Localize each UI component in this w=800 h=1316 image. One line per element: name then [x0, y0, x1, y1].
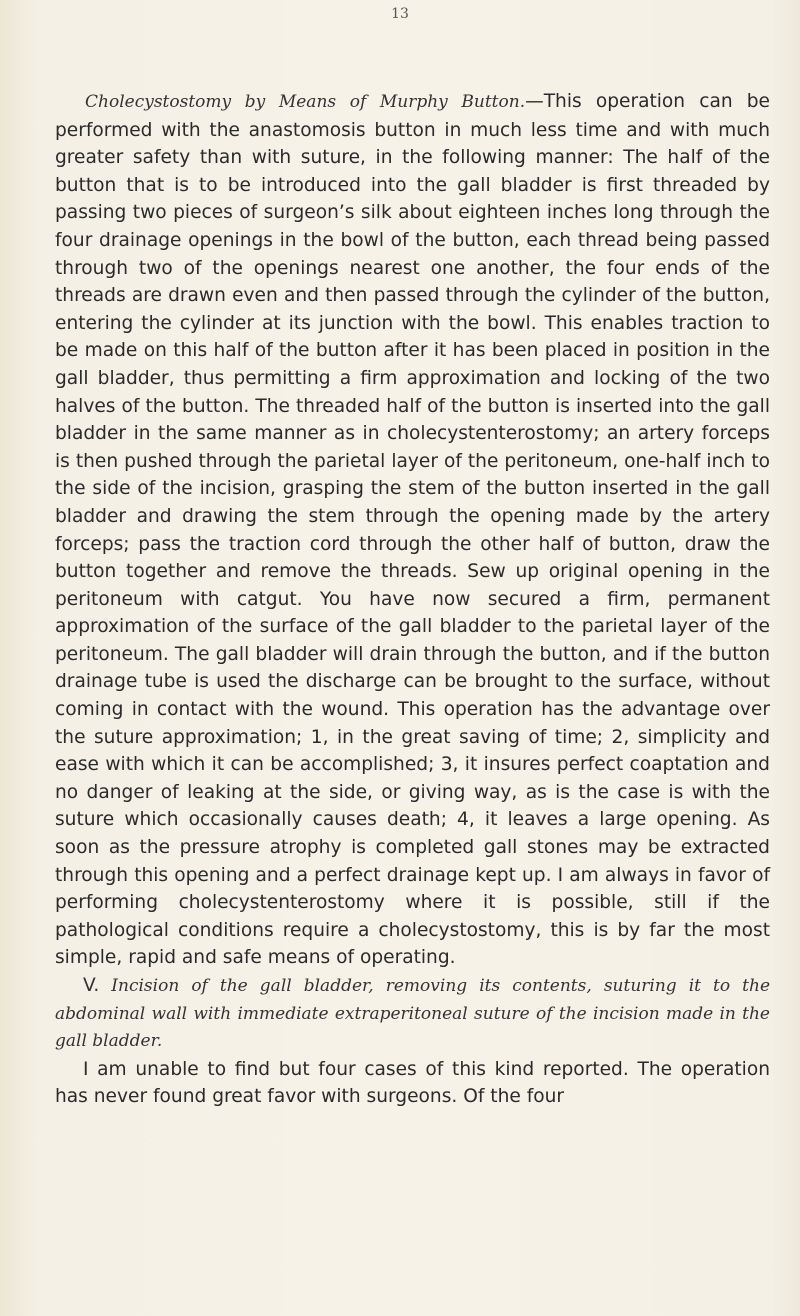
paragraph-incision: I am unable to find but four cases of this kind reported. The operation has never found great favor with surgeons. Of the four: [55, 1058, 770, 1108]
section-heading-v: [55, 972, 770, 1056]
paragraph-body: —This operation can be performed with the anastomosis button in much less time and with much greater safety than with suture, in the following manner: The half of the button that is to be introduced into the gall bladder is first threaded by passing two pieces of surgeon’s silk about eighteen inches long through the four drainage openings in the bowl of the button, each thread being passed through two of the openings nearest one another, the four ends of the threads are drawn even and then passed through the cylinder of the button, entering the cylinder at its junction with the bowl. This enables traction to be made on this half of the button after it has been placed in position in the gall bladder, thus permitting a firm approximation and locking of the two halves of the button. The threaded half of the button is inserted into the gall bladder in the same manner as in cholecystenterostomy; an artery forceps is then pushed through the parietal layer of the peritoneum, one-half inch to the side of the incision, grasping the stem of the button inserted in the gall bladder and drawing the stem through the opening made by the artery forceps; pass the traction cord through the other half of button, draw the button together and remove the threads. Sew up original opening in the peritoneum with catgut. You have now secured a firm, permanent approximation of the surface of the gall bladder to the parietal layer of the peritoneum. The gall bladder will drain through the button, and if the button drainage tube is used the discharge can be brought to the surface, without coming in contact with the wound. This operation has the advantage over the suture approximation; 1, in the great saving of time; 2, simplicity and ease with which it can be accomplished; 3, it insures perfect coaptation and no danger of leaking at the side, or giving way, as is the case is with the suture which occasionally causes death; 4, it leaves a large opening. As soon as the pressure atrophy is completed gall stones may be extracted through this opening and a perfect drainage kept up. I am always in favor of performing cholecystenterostomy where it is possible, still if the pathological conditions require a cholecystostomy, this is by far the most simple, rapid and safe means of operating.: [55, 91, 770, 969]
page-number: 13: [391, 6, 409, 22]
section-heading-text: Incision of the gall bladder, removing its contents, suturing it to the abdominal wall with immediate extraperitoneal suture of the incision made in the gall bladder.: [55, 976, 771, 1052]
paragraph-murphy-button: [55, 88, 770, 972]
section-numeral: V.: [83, 975, 100, 996]
paragraph-heading: Cholecystostomy by Means of Murphy Button.: [85, 92, 526, 112]
body-text: [55, 88, 770, 1111]
